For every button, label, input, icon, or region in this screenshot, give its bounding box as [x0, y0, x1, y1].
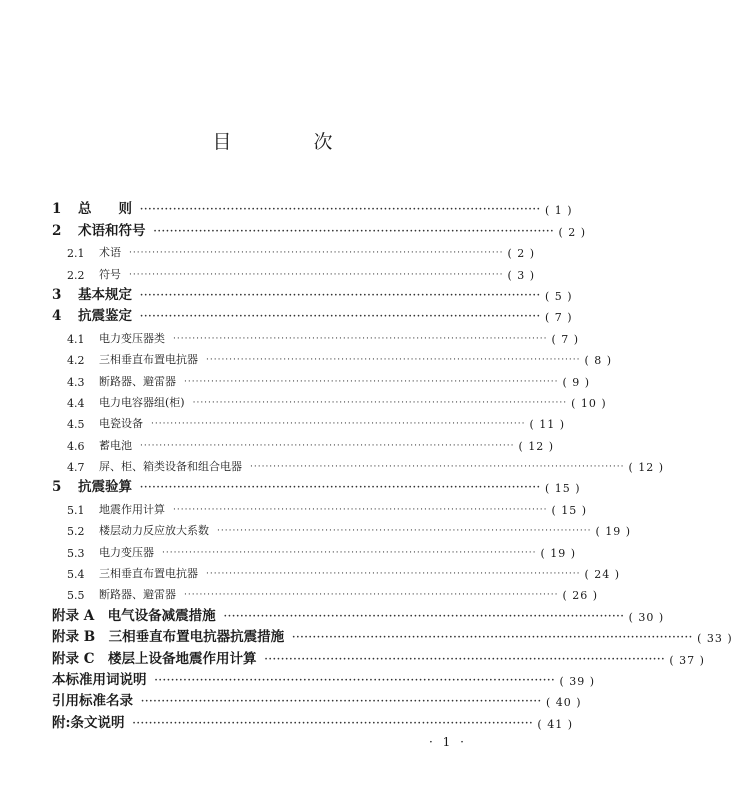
toc-entry-label: 附录 B 三相垂直布置电抗器抗震措施: [52, 629, 285, 646]
toc-entry-number: 4: [52, 308, 62, 325]
toc-entry-number: 4.4: [67, 396, 85, 410]
toc-leader-dots: ·································································································: [151, 419, 526, 430]
toc-leader-dots: ·································································································: [264, 654, 666, 665]
toc-entry-page: ( 7 ): [551, 332, 580, 346]
toc-leader-dots: ·································································································: [173, 504, 548, 515]
toc-entry-number: 1: [52, 201, 62, 218]
toc-entry-label: 电力电容器组(柜): [99, 395, 185, 409]
toc-entry-page: ( 15 ): [551, 503, 588, 517]
toc-entry[interactable]: [52, 282, 573, 303]
toc-entry-label: 附:条文说明: [52, 714, 125, 731]
toc-leader-dots: ·································································································: [206, 569, 581, 580]
toc-entry-number: 5.4: [67, 568, 85, 582]
toc-entry-number: 5.1: [67, 503, 85, 517]
toc-entry-label: 屏、柜、箱类设备和组合电器: [99, 460, 242, 474]
toc-entry-page: ( 8 ): [584, 354, 613, 368]
toc-entry-page: ( 33 ): [697, 632, 733, 646]
toc-entry[interactable]: [52, 453, 665, 475]
toc-leader-dots: ·································································································: [132, 718, 534, 729]
toc-leader-dots: ·································································································: [192, 397, 568, 408]
toc-entry-page: ( 39 ): [559, 674, 596, 688]
toc-entry[interactable]: [52, 602, 665, 624]
toc-entry[interactable]: [52, 474, 581, 496]
toc-entry[interactable]: [52, 410, 566, 432]
toc-leader-dots: ·································································································: [140, 205, 541, 216]
toc-entry-label: 符号: [99, 267, 121, 281]
toc-entry-label: 总 则: [78, 201, 132, 218]
toc-entry[interactable]: [52, 389, 607, 410]
toc-entry-page: ( 9 ): [562, 375, 591, 389]
toc-entry-page: ( 2 ): [507, 247, 536, 261]
page-title: 目 次: [212, 131, 371, 153]
toc-entry-number: 2: [52, 222, 62, 239]
toc-entry[interactable]: [52, 581, 599, 603]
toc-leader-dots: ·································································································: [250, 462, 625, 473]
toc-entry[interactable]: [52, 260, 536, 282]
toc-leader-dots: ·································································································: [162, 547, 537, 558]
toc-entry[interactable]: [52, 688, 582, 710]
toc-entry[interactable]: [52, 709, 573, 731]
toc-entry-page: ( 3 ): [507, 268, 536, 282]
toc-entry-label: 断路器、避雷器: [99, 374, 176, 388]
toc-entry[interactable]: [52, 624, 733, 646]
toc-entry-label: 电力变压器类: [99, 331, 165, 345]
toc-entry-label: 断路器、避雷器: [99, 588, 176, 602]
toc-leader-dots: ·································································································: [173, 333, 548, 344]
toc-entry-number: 5.2: [67, 525, 85, 539]
toc-entry-label: 三相垂直布置电抗器: [99, 353, 198, 367]
toc-leader-dots: ·································································································: [140, 440, 515, 451]
toc-entry-label: 附录 A 电气设备减震措施: [52, 607, 216, 624]
toc-entry-label: 基本规定: [78, 286, 132, 303]
toc-entry[interactable]: [52, 346, 613, 368]
toc-leader-dots: ·································································································: [184, 376, 559, 387]
toc-entry-number: 3: [52, 286, 62, 303]
toc-entry[interactable]: [52, 239, 536, 261]
toc-entry-label: 本标准用词说明: [52, 671, 147, 688]
toc-leader-dots: ·································································································: [129, 248, 504, 259]
toc-entry-page: ( 1 ): [544, 204, 573, 218]
toc-entry-page: ( 10 ): [571, 396, 607, 410]
toc-leader-dots: ·································································································: [140, 290, 541, 301]
toc-entry-page: ( 19 ): [595, 525, 632, 539]
toc-entry-number: 4.1: [67, 332, 85, 346]
toc-leader-dots: ·································································································: [292, 633, 694, 644]
toc-entry[interactable]: [52, 196, 573, 218]
toc-entry[interactable]: [52, 324, 580, 346]
toc-entry-number: 4.7: [67, 461, 85, 475]
toc-entry-page: ( 41 ): [537, 717, 573, 731]
toc-entry-number: 5.3: [67, 546, 85, 560]
toc-entry-number: 2.1: [67, 247, 85, 261]
toc-entry[interactable]: [52, 667, 596, 688]
toc-entry-label: 电瓷设备: [99, 417, 143, 431]
toc-entry[interactable]: [52, 431, 555, 453]
table-of-contents: [52, 196, 733, 731]
toc-entry-page: ( 19 ): [540, 546, 577, 560]
toc-entry-page: ( 37 ): [669, 653, 705, 667]
toc-entry-number: 4.2: [67, 354, 85, 368]
toc-entry-number: 4.6: [67, 439, 85, 453]
toc-leader-dots: ·································································································: [154, 675, 556, 686]
toc-entry-label: 楼层动力反应放大系数: [99, 524, 209, 538]
toc-entry[interactable]: [52, 217, 587, 239]
toc-leader-dots: ·································································································: [141, 697, 542, 708]
toc-entry-page: ( 5 ): [544, 289, 573, 303]
toc-entry-page: ( 30 ): [628, 610, 665, 624]
toc-leader-dots: ·································································································: [184, 590, 559, 601]
toc-entry-label: 术语: [99, 246, 121, 260]
toc-entry[interactable]: [52, 495, 588, 517]
toc-entry[interactable]: [52, 560, 621, 582]
toc-entry-label: 引用标准名录: [52, 693, 133, 710]
toc-entry-page: ( 26 ): [562, 589, 599, 603]
toc-entry[interactable]: [52, 303, 573, 325]
toc-entry-page: ( 24 ): [584, 568, 621, 582]
toc-leader-dots: ·································································································: [129, 269, 504, 280]
toc-entry-number: 5.5: [67, 589, 85, 603]
toc-entry-label: 术语和符号: [78, 222, 146, 239]
toc-entry-label: 地震作用计算: [99, 502, 165, 516]
toc-entry[interactable]: [52, 645, 705, 667]
toc-entry-label: 蓄电池: [99, 438, 132, 452]
toc-entry-label: 三相垂直布置电抗器: [99, 567, 198, 581]
toc-entry-page: ( 12 ): [518, 439, 555, 453]
toc-entry-page: ( 12 ): [628, 461, 665, 475]
toc-entry[interactable]: [52, 367, 591, 389]
toc-entry[interactable]: [52, 517, 632, 539]
toc-entry-page: ( 40 ): [545, 696, 582, 710]
toc-entry-page: ( 2 ): [558, 225, 587, 239]
toc-entry-label: 电力变压器: [99, 545, 154, 559]
toc-leader-dots: ·································································································: [153, 226, 555, 237]
toc-entry-label: 抗震鉴定: [78, 308, 132, 325]
toc-entry-page: ( 11 ): [529, 418, 566, 432]
toc-entry-number: 5: [52, 479, 62, 496]
toc-entry-number: 2.2: [67, 268, 85, 282]
toc-leader-dots: ·································································································: [223, 611, 625, 622]
toc-leader-dots: ·································································································: [206, 355, 581, 366]
toc-entry-number: 4.5: [67, 418, 85, 432]
toc-entry-number: 4.3: [67, 375, 85, 389]
toc-entry-page: ( 15 ): [544, 482, 581, 496]
toc-leader-dots: ·································································································: [140, 483, 541, 494]
page-number: · 1 ·: [429, 735, 467, 749]
toc-entry[interactable]: [52, 538, 577, 560]
toc-leader-dots: ·································································································: [217, 526, 592, 537]
toc-entry-label: 抗震验算: [78, 479, 132, 496]
toc-entry-label: 附录 C 楼层上设备地震作用计算: [52, 650, 257, 667]
toc-entry-page: ( 7 ): [544, 311, 573, 325]
toc-leader-dots: ·································································································: [140, 312, 541, 323]
